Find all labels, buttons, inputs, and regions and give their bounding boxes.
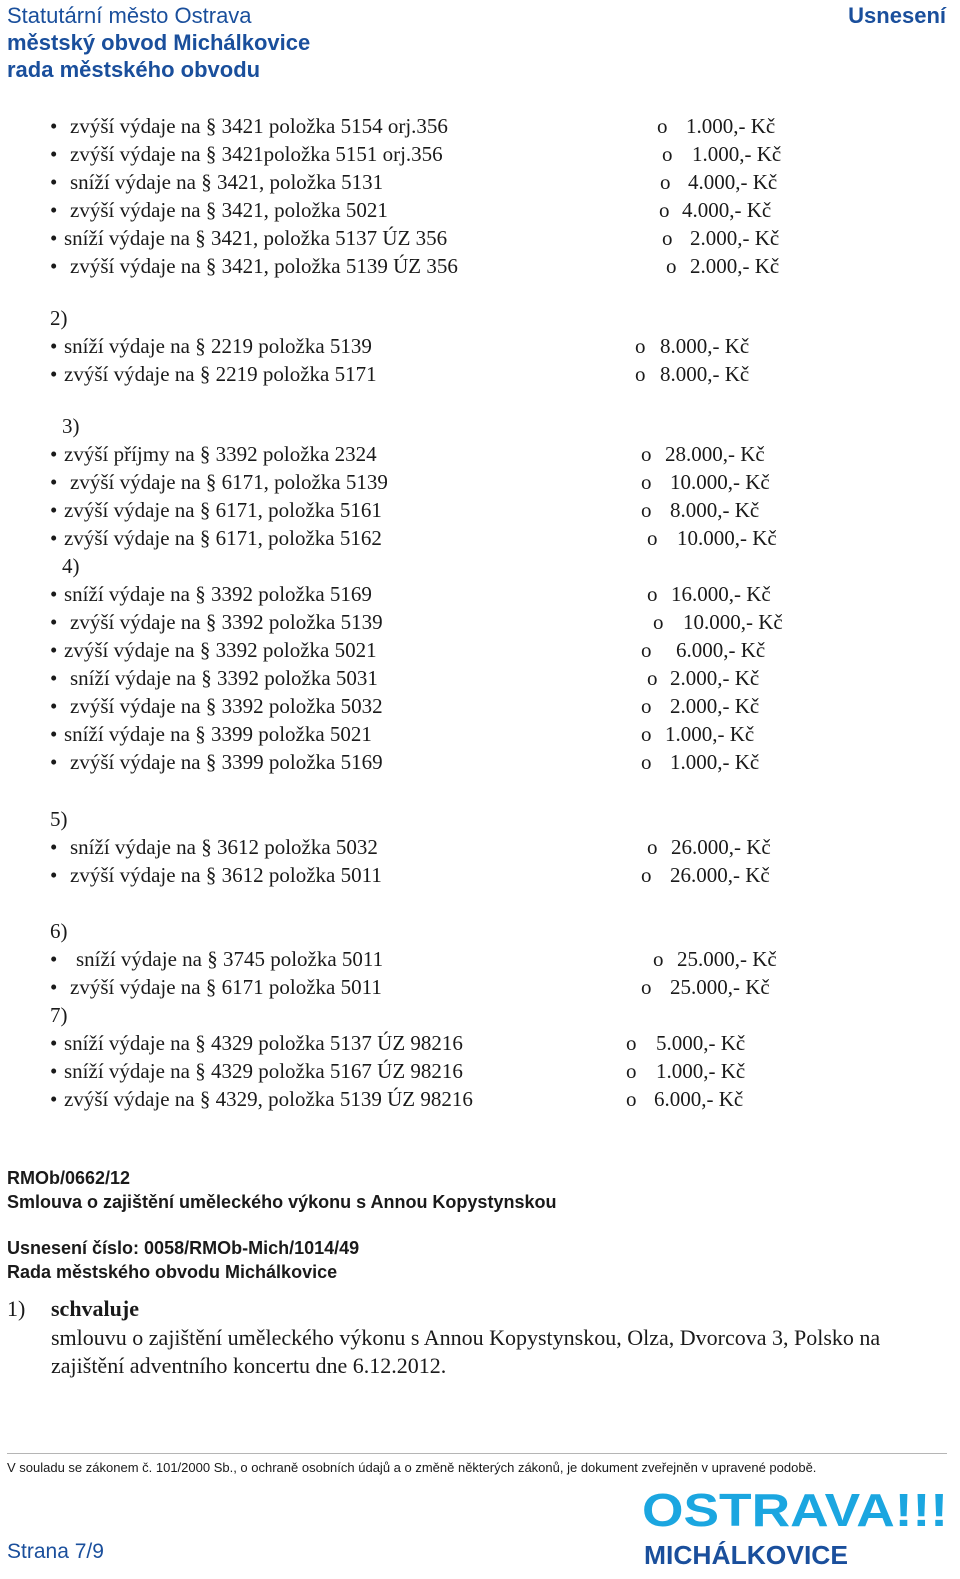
budget-row-marker: o [641,722,652,746]
resolution-number: Usnesení číslo: 0058/RMOb-Mich/1014/49 [7,1238,360,1258]
budget-row-amount: 4.000,- Kč [688,170,778,194]
budget-row-text: zvýší výdaje na § 3421 položka 5154 orj.356 [70,114,448,138]
budget-row-amount: 6.000,- Kč [654,1087,744,1111]
logo-wordmark-bottom: MICHÁLKOVICE [644,1540,848,1570]
budget-row [50,580,810,608]
budget-row-amount: 25.000,- Kč [677,947,777,971]
header-city: Statutární město Ostrava [7,3,252,28]
budget-row-marker: o [641,863,652,887]
budget-row-marker: o [635,334,646,358]
budget-row-marker: o [641,442,652,466]
budget-row [50,440,810,468]
budget-row-amount: 1.000,- Kč [692,142,782,166]
budget-row-marker: o [647,582,658,606]
resolution-code: RMOb/0662/12 [7,1168,131,1188]
bullet: • [50,226,58,250]
budget-row-marker: o [647,666,658,690]
budget-row [50,332,810,360]
budget-row-marker: o [666,254,677,278]
section-label: 5) [50,807,68,831]
budget-row-amount: 2.000,- Kč [690,226,780,250]
budget-row-amount: 8.000,- Kč [660,334,750,358]
budget-row-marker: o [653,947,664,971]
budget-row-text: zvýší výdaje na § 6171, položka 5162 [64,526,382,550]
budget-row [50,692,810,720]
bullet: • [50,975,58,999]
budget-row-text: sníží výdaje na § 3421, položka 5131 [70,170,384,194]
budget-row-text: zvýší výdaje na § 3392 položka 5032 [70,694,383,718]
bullet: • [50,638,58,662]
budget-row [50,140,810,168]
budget-row-text: sníží výdaje na § 2219 položka 5139 [64,334,372,358]
budget-row [50,861,810,889]
bullet: • [50,442,58,466]
budget-row-amount: 2.000,- Kč [670,666,760,690]
budget-row-text: zvýší výdaje na § 3392 položka 5021 [64,638,377,662]
resolution-body: Rada městského obvodu Michálkovice [7,1262,338,1282]
budget-row-amount: 26.000,- Kč [670,863,770,887]
budget-row-marker: o [647,835,658,859]
budget-row-text: sníží výdaje na § 3612 položka 5032 [70,835,378,859]
budget-row-text: zvýší výdaje na § 3421, položka 5139 ÚZ 356 [70,254,458,278]
budget-row-amount: 1.000,- Kč [656,1059,746,1083]
bullet: • [50,863,58,887]
header-doc-type: Usnesení [848,3,946,28]
bullet: • [50,947,58,971]
budget-row-marker: o [657,114,668,138]
page-number: Strana 7/9 [7,1540,104,1563]
budget-row-text: zvýší příjmy na § 3392 položka 2324 [64,442,377,466]
budget-row-amount: 5.000,- Kč [656,1031,746,1055]
section-label: 6) [50,919,68,943]
budget-row-amount: 2.000,- Kč [690,254,780,278]
budget-row-text: sníží výdaje na § 4329 položka 5167 ÚZ 98216 [64,1059,463,1083]
section-label: 7) [50,1003,68,1027]
budget-row [50,468,810,496]
budget-row-text: sníží výdaje na § 3392 položka 5031 [70,666,378,690]
bullet: • [50,334,58,358]
bullet: • [50,666,58,690]
budget-row-marker: o [641,975,652,999]
bullet: • [50,722,58,746]
budget-row [50,112,810,140]
budget-row-marker: o [659,198,670,222]
budget-row-marker: o [653,610,664,634]
budget-row-text: zvýší výdaje na § 4329, položka 5139 ÚZ 98216 [64,1087,473,1111]
budget-row [50,720,810,748]
footer-divider [7,1453,947,1454]
budget-row-amount: 28.000,- Kč [665,442,765,466]
section-label: 3) [62,414,80,438]
budget-row-text: zvýší výdaje na § 6171 položka 5011 [70,975,382,999]
budget-row [50,1057,810,1085]
budget-row [50,945,810,973]
budget-row-amount: 16.000,- Kč [671,582,771,606]
budget-row-text: zvýší výdaje na § 3612 položka 5011 [70,863,382,887]
budget-row-amount: 26.000,- Kč [671,835,771,859]
budget-row [50,748,810,776]
budget-row-marker: o [641,750,652,774]
bullet: • [50,1059,58,1083]
budget-row-marker: o [626,1059,637,1083]
section-label: 4) [62,554,80,578]
section-label: 2) [50,306,68,330]
budget-row-amount: 10.000,- Kč [670,470,770,494]
bullet: • [50,362,58,386]
budget-row-marker: o [662,142,673,166]
budget-row-text: sníží výdaje na § 4329 položka 5137 ÚZ 98216 [64,1031,463,1055]
bullet: • [50,170,58,194]
budget-row-text: zvýší výdaje na § 3399 položka 5169 [70,750,383,774]
bullet: • [50,582,58,606]
resolution-subject: Smlouva o zajištění uměleckého výkonu s Annou Kopystynskou [7,1192,557,1212]
budget-row [50,973,810,1001]
budget-row-text: zvýší výdaje na § 2219 položka 5171 [64,362,377,386]
budget-row-marker: o [626,1031,637,1055]
budget-row-amount: 2.000,- Kč [670,694,760,718]
bullet: • [50,198,58,222]
budget-row-amount: 1.000,- Kč [670,750,760,774]
budget-row-text: zvýší výdaje na § 3392 položka 5139 [70,610,383,634]
budget-row-marker: o [641,638,652,662]
resolution-point-verb: schvaluje [51,1296,139,1321]
budget-row [50,1029,810,1057]
bullet: • [50,750,58,774]
budget-row-marker: o [641,694,652,718]
budget-row [50,636,810,664]
bullet: • [50,142,58,166]
resolution-point-number: 1) [7,1296,26,1321]
budget-row [50,833,810,861]
budget-row-amount: 1.000,- Kč [686,114,776,138]
budget-row-marker: o [635,362,646,386]
bullet: • [50,114,58,138]
budget-row-marker: o [660,170,671,194]
budget-row-amount: 4.000,- Kč [682,198,772,222]
budget-row [50,360,810,388]
budget-row-marker: o [662,226,673,250]
budget-row-text: zvýší výdaje na § 6171, položka 5161 [64,498,382,522]
bullet: • [50,835,58,859]
bullet: • [50,470,58,494]
logo-wordmark-top: OSTRAVA!!! [642,1484,948,1536]
budget-row-amount: 25.000,- Kč [670,975,770,999]
budget-row-amount: 8.000,- Kč [670,498,760,522]
budget-row-text: sníží výdaje na § 3399 položka 5021 [64,722,372,746]
budget-row-text: zvýší výdaje na § 6171, položka 5139 [70,470,388,494]
budget-row-marker: o [641,470,652,494]
budget-row-text: zvýší výdaje na § 3421položka 5151 orj.356 [70,142,443,166]
budget-row-marker: o [647,526,658,550]
budget-row [50,168,810,196]
budget-row [50,224,810,252]
budget-row [50,1085,810,1113]
budget-row [50,664,810,692]
budget-row-amount: 10.000,- Kč [677,526,777,550]
bullet: • [50,526,58,550]
header-council: rada městského obvodu [7,57,261,82]
budget-row-marker: o [626,1087,637,1111]
bullet: • [50,254,58,278]
budget-row [50,252,810,280]
budget-row-amount: 6.000,- Kč [676,638,766,662]
budget-row-amount: 1.000,- Kč [665,722,755,746]
budget-row [50,496,810,524]
header-district: městský obvod Michálkovice [7,30,311,55]
budget-row-text: sníží výdaje na § 3421, položka 5137 ÚZ 356 [64,226,448,250]
ostrava-michalkovice-logo [640,1484,952,1574]
budget-row [50,524,810,552]
bullet: • [50,1031,58,1055]
budget-row-amount: 8.000,- Kč [660,362,750,386]
budget-row [50,196,810,224]
budget-row-marker: o [641,498,652,522]
budget-row [50,608,810,636]
bullet: • [50,498,58,522]
bullet: • [50,610,58,634]
bullet: • [50,694,58,718]
resolution-point-text: smlouvu o zajištění uměleckého výkonu s Annou Kopystynskou, Olza, Dvorcova 3, Polsko na zajištění adventního koncertu dne 6.12.2012. [51,1325,881,1378]
budget-row-text: sníží výdaje na § 3745 položka 5011 [76,947,384,971]
budget-row-text: sníží výdaje na § 3392 položka 5169 [64,582,372,606]
footer-privacy-note: V souladu se zákonem č. 101/2000 Sb., o ochraně osobních údajů a o změně některých zákonů, je dokument zveřejněn v upravené podobě. [7,1460,817,1475]
budget-row-amount: 10.000,- Kč [683,610,783,634]
bullet: • [50,1087,58,1111]
budget-row-text: zvýší výdaje na § 3421, položka 5021 [70,198,388,222]
